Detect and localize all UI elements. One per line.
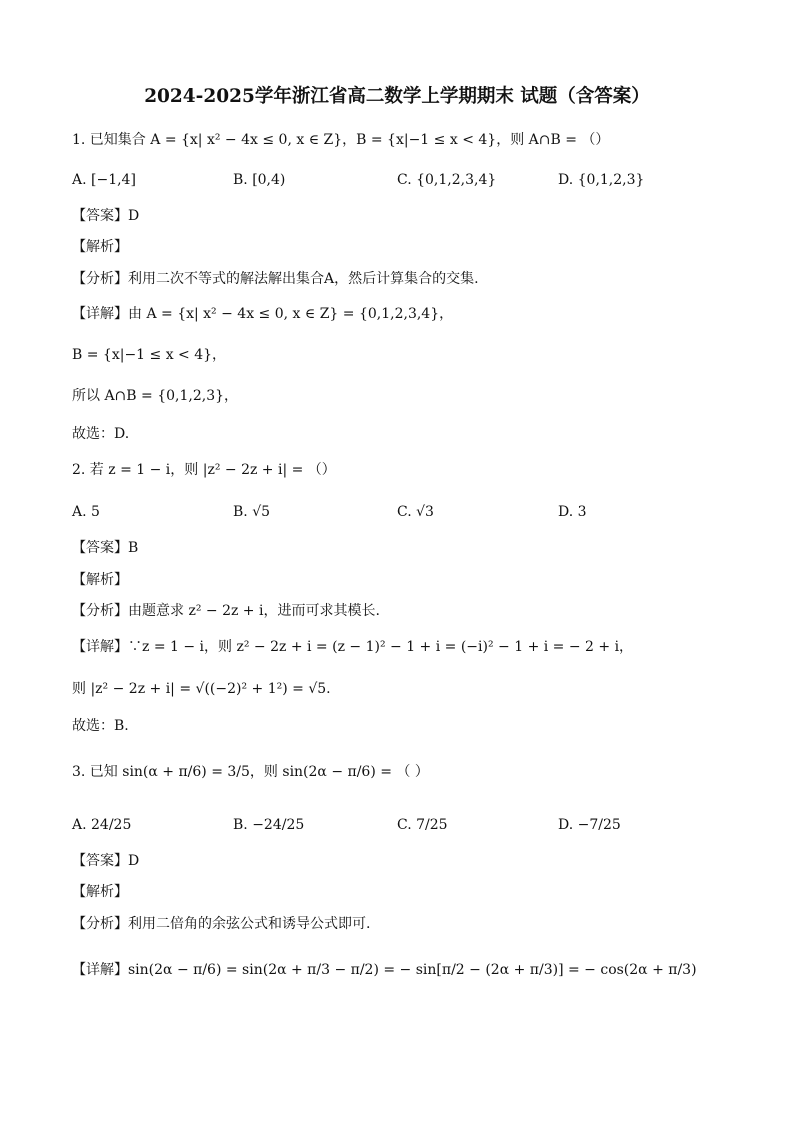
q3-option-d: D. −7/25 — [558, 817, 621, 833]
q1-answer: 【答案】D — [72, 208, 140, 224]
q1-detail-line-1: 【详解】由 A = {x| x² − 4x ≤ 0, x ∈ Z} = {0,1,2,3,4}， — [72, 306, 454, 322]
q3-option-a: A. 24/25 — [72, 817, 132, 833]
q3-option-c: C. 7/25 — [397, 817, 448, 833]
page-title: 2024-2025学年浙江省高二数学上学期期末 试题（含答案） — [144, 86, 650, 107]
q1-option-a: A. [−1,4] — [72, 172, 136, 188]
question-3-stem: 3. 已知 sin(α + π/6) = 3/5，则 sin(2α − π/6) = （ ） — [72, 764, 429, 780]
q2-option-a: A. 5 — [72, 504, 100, 520]
q2-option-d: D. 3 — [558, 504, 587, 520]
q3-analysis-heading: 【解析】 — [72, 884, 128, 900]
q1-analysis: 【分析】利用二次不等式的解法解出集合A，然后计算集合的交集. — [72, 271, 479, 287]
q1-analysis-heading: 【解析】 — [72, 239, 128, 255]
q3-analysis: 【分析】利用二倍角的余弦公式和诱导公式即可. — [72, 916, 371, 932]
q3-detail-line-1: 【详解】sin(2α − π/6) = sin(2α + π/3 − π/2) = − sin[π/2 − (2α + π/3)] = − cos(2α + π/3) — [72, 962, 697, 978]
q2-detail-line-1: 【详解】∵z = 1 − i，则 z² − 2z + i = (z − 1)² − 1 + i = (−i)² − 1 + i = − 2 + i， — [72, 639, 634, 655]
q3-answer: 【答案】D — [72, 853, 140, 869]
q1-option-d: D. {0,1,2,3} — [558, 172, 645, 188]
q2-analysis: 【分析】由题意求 z² − 2z + i，进而可求其模长. — [72, 603, 380, 619]
q1-choice: 故选：D. — [72, 426, 130, 442]
q3-option-b: B. −24/25 — [233, 817, 305, 833]
q1-detail-line-3: 所以 A∩B = {0,1,2,3}， — [72, 388, 239, 404]
question-1-stem: 1. 已知集合 A = {x| x² − 4x ≤ 0, x ∈ Z}，B = {x|−1 ≤ x < 4}，则 A∩B = （） — [72, 132, 610, 148]
q1-option-b: B. [0,4) — [233, 172, 286, 188]
q1-option-c: C. {0,1,2,3,4} — [397, 172, 497, 188]
q2-analysis-heading: 【解析】 — [72, 572, 128, 588]
q2-choice: 故选：B. — [72, 718, 129, 734]
q1-detail-line-2: B = {x|−1 ≤ x < 4}， — [72, 347, 227, 363]
question-2-stem: 2. 若 z = 1 − i，则 |z² − 2z + i| = （） — [72, 462, 336, 478]
q2-option-c: C. √3 — [397, 504, 434, 520]
q2-detail-line-2: 则 |z² − 2z + i| = √((−2)² + 1²) = √5. — [72, 681, 331, 697]
q2-option-b: B. √5 — [233, 504, 271, 520]
q2-answer: 【答案】B — [72, 540, 139, 556]
